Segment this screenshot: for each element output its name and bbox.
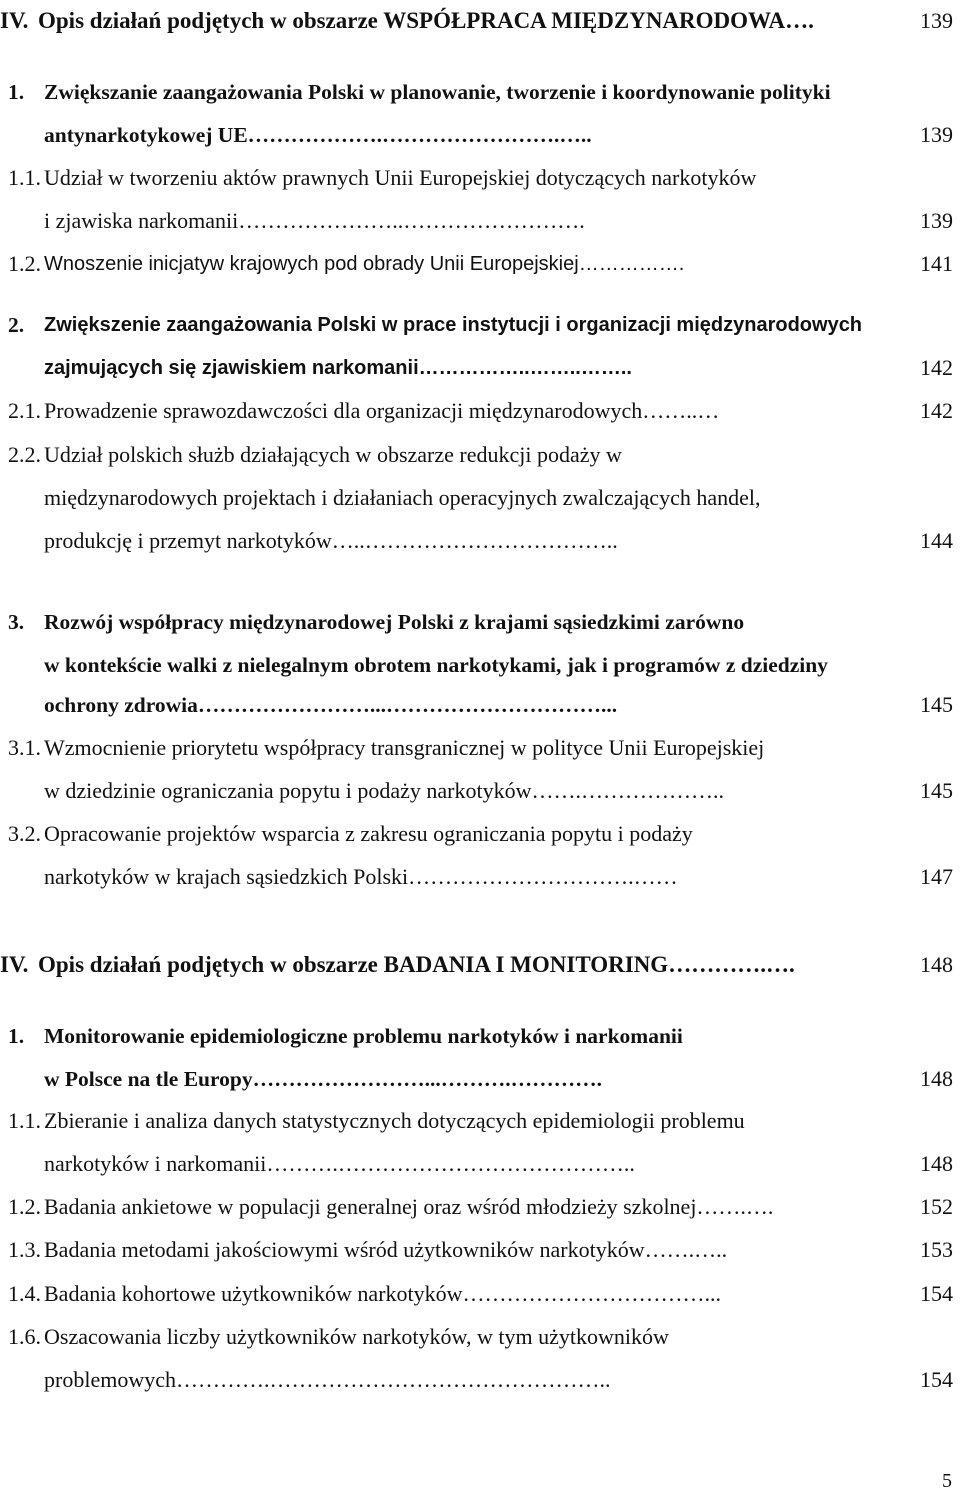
- toc-entry-text: zajmujących się zjawiskiem narkomanii……………..……..……..: [44, 357, 632, 379]
- toc-entry-page: 152: [920, 1194, 953, 1219]
- toc-entry-text: narkotyków i narkomanii……….…………………………………..: [44, 1151, 635, 1176]
- toc-entry-text: Oszacowania liczby użytkowników narkotyków, w tym użytkowników: [44, 1324, 669, 1349]
- toc-entry-text: Opis działań podjętych w obszarze BADANIA I MONITORING………….….: [38, 952, 795, 977]
- toc-entry-page: 154: [920, 1281, 953, 1306]
- toc-entry-text: w dziedzinie ograniczania popytu i podaży narkotyków…….………………..: [44, 778, 725, 803]
- toc-entry-number: IV.: [0, 952, 29, 977]
- toc-entry-text: Monitorowanie epidemiologiczne problemu narkotyków i narkomanii: [44, 1024, 683, 1048]
- toc-entry-number: 3.2.: [8, 821, 41, 846]
- toc-entry-text: w Polsce na tle Europy……………………...……….………….: [44, 1067, 603, 1091]
- toc-entry-number: 1.: [8, 80, 25, 104]
- toc-entry-text: międzynarodowych projektach i działaniach operacyjnych zwalczających handel,: [44, 485, 761, 510]
- toc-entry-number: 1.2.: [8, 1194, 41, 1219]
- toc-entry-text: Wzmocnienie priorytetu współpracy transgranicznej w polityce Unii Europejskiej: [44, 735, 765, 760]
- toc-entry-number: 1.1.: [8, 165, 41, 190]
- toc-entry-page: 153: [920, 1237, 953, 1262]
- toc-entry-page: 147: [920, 864, 953, 889]
- toc-entry-text: produkcję i przemyt narkotyków…..……………………………..: [44, 528, 618, 553]
- toc-entry-number: 3.: [8, 610, 25, 634]
- toc-entry-page: 145: [920, 692, 953, 717]
- toc-entry-text: Rozwój współpracy międzynarodowej Polski z krajami sąsiedzkimi zarówno: [44, 610, 745, 634]
- toc-entry-number: 2.2.: [8, 442, 41, 467]
- toc-entry-number: 1.3.: [8, 1237, 41, 1262]
- toc-entry-number: 1.6.: [8, 1324, 41, 1349]
- toc-entry-text: Badania metodami jakościowymi wśród użytkowników narkotyków…….…..: [44, 1237, 728, 1262]
- toc-entry-text: Badania ankietowe w populacji generalnej oraz wśród młodzieży szkolnej…….….: [44, 1194, 774, 1219]
- toc-entry-number: IV.: [0, 8, 29, 33]
- toc-entry-page: 145: [920, 778, 953, 803]
- toc-entry-text: ochrony zdrowia……………………...…………………………...: [44, 693, 618, 717]
- toc-entry-text: Prowadzenie sprawozdawczości dla organizacji międzynarodowych……..…: [44, 398, 720, 423]
- toc-entry-page: 141: [920, 251, 953, 276]
- toc-entry-page: 142: [920, 398, 953, 423]
- toc-entry-text: narkotyków w krajach sąsiedzkich Polski………………………….……: [44, 864, 678, 889]
- toc-entry-number: 1.4.: [8, 1281, 41, 1306]
- page-number: 5: [942, 1470, 952, 1492]
- toc-entry-text: problemowych………….………………………………………..: [44, 1367, 611, 1392]
- toc-entry-text: i zjawiska narkomanii…………………..…………………….: [44, 208, 585, 233]
- toc-entry-text: Zwiększanie zaangażowania Polski w planowanie, tworzenie i koordynowanie polityki: [44, 80, 831, 104]
- toc-entry-page: 139: [920, 208, 953, 233]
- toc-entry-text: Udział polskich służb działających w obszarze redukcji podaży w: [44, 442, 622, 467]
- toc-entry-number: 2.: [8, 313, 25, 337]
- toc-entry-text: Opracowanie projektów wsparcia z zakresu ograniczania popytu i podaży: [44, 821, 693, 846]
- toc-entry-number: 3.1.: [8, 735, 41, 760]
- toc-entry-page: 139: [920, 8, 953, 33]
- toc-entry-number: 1.: [8, 1024, 25, 1048]
- toc-entry-text: Badania kohortowe użytkowników narkotyków……………………………...: [44, 1281, 722, 1306]
- toc-entry-text: Zwiększenie zaangażowania Polski w prace instytucji i organizacji międzynarodowych: [44, 314, 863, 336]
- toc-entry-page: 142: [920, 355, 953, 380]
- toc-entry-text: Udział w tworzeniu aktów prawnych Unii Europejskiej dotyczących narkotyków: [44, 165, 757, 190]
- toc-entry-text: Opis działań podjętych w obszarze WSPÓŁPRACA MIĘDZYNARODOWA….: [38, 8, 814, 33]
- toc-entry-page: 144: [920, 528, 953, 553]
- toc-entry-text: Zbieranie i analiza danych statystycznych dotyczących epidemiologii problemu: [44, 1108, 745, 1133]
- toc-entry-number: 1.2.: [8, 251, 41, 276]
- toc-entry-page: 148: [920, 952, 953, 977]
- toc-entry-number: 2.1.: [8, 398, 41, 423]
- toc-entry-page: 139: [920, 122, 953, 147]
- toc-entry-number: 1.1.: [8, 1108, 41, 1133]
- toc-entry-text: w kontekście walki z nielegalnym obrotem narkotykami, jak i programów z dziedziny: [44, 653, 828, 677]
- toc-entry-text: Wnoszenie inicjatyw krajowych pod obrady Unii Europejskiej…………….: [44, 253, 685, 275]
- toc-entry-page: 148: [920, 1066, 953, 1091]
- toc-entry-page: 154: [920, 1367, 953, 1392]
- toc-entry-page: 148: [920, 1151, 953, 1176]
- toc-entry-text: antynarkotykowej UE……………….…………………….…..: [44, 123, 592, 147]
